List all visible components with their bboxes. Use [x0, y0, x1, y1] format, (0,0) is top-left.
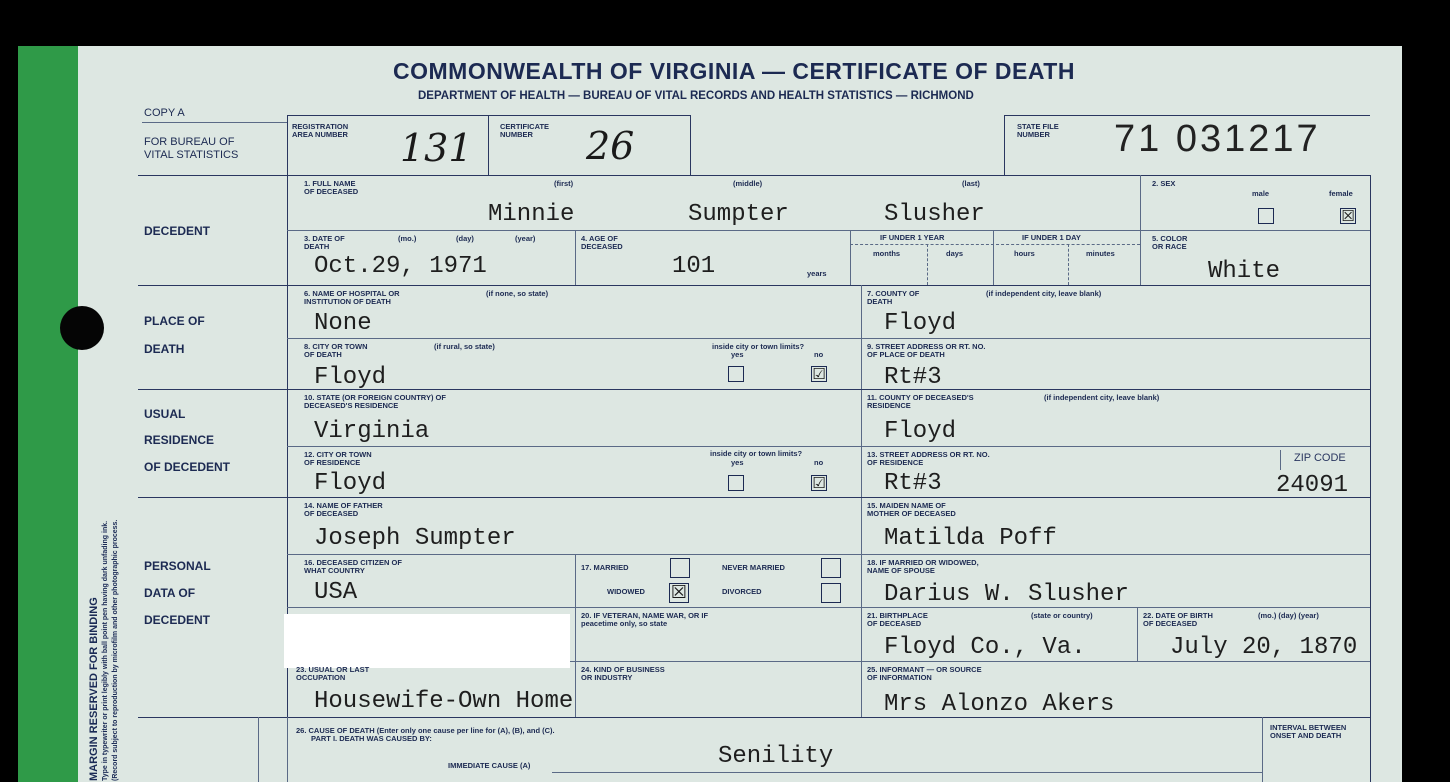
f20-label: 20. IF VETERAN, NAME WAR, OR IF — [581, 611, 709, 620]
state-file-number: 71 031217 — [1114, 118, 1321, 160]
death-inside-no-checkbox[interactable]: ☑ — [812, 365, 826, 383]
binder-hole — [60, 306, 104, 350]
f24-label-2: OR INDUSTRY — [581, 673, 633, 682]
interval-label-2: ONSET AND DEATH — [1270, 731, 1342, 740]
f14-label: 14. NAME OF FATHER — [304, 501, 383, 510]
f22-label: 22. DATE OF BIRTH — [1143, 611, 1213, 620]
f23-label-2: OCCUPATION — [296, 673, 346, 682]
citizenship: USA — [314, 579, 358, 606]
death-inside-yes-checkbox[interactable] — [728, 366, 744, 382]
section-usual-2: RESIDENCE — [144, 433, 215, 447]
f12-yes: yes — [731, 458, 744, 467]
date-of-birth: July 20, 1870 — [1170, 634, 1358, 661]
reg-label-2: AREA NUMBER — [292, 130, 348, 139]
race: White — [1208, 258, 1281, 285]
f7-note: (if independent city, leave blank) — [986, 289, 1102, 298]
f10-label-2: DECEASED'S RESIDENCE — [304, 401, 399, 410]
date-of-death: Oct.29, 1971 — [314, 253, 487, 280]
f23-label: 23. USUAL OR LAST — [296, 665, 370, 674]
f8-yes: yes — [731, 350, 744, 359]
never-married-label: NEVER MARRIED — [722, 563, 785, 572]
f8-no: no — [814, 350, 824, 359]
days-label: days — [946, 249, 964, 258]
f5-label-2: OR RACE — [1152, 242, 1187, 251]
certificate-title: COMMONWEALTH OF VIRGINIA — CERTIFICATE OF DEATH — [393, 58, 1075, 84]
copy-for-1: FOR BUREAU OF — [144, 136, 235, 148]
section-personal-1: PERSONAL — [144, 559, 211, 573]
f10-label: 10. STATE (OR FOREIGN COUNTRY) OF — [304, 393, 446, 402]
last-name-label: (last) — [962, 179, 980, 188]
f3-label: 3. DATE OF — [304, 234, 345, 243]
f25-label-2: OF INFORMATION — [867, 673, 932, 682]
section-personal-2: DATA OF — [144, 586, 196, 600]
f6-note: (if none, so state) — [486, 289, 549, 298]
under-year-label: IF UNDER 1 YEAR — [880, 233, 945, 242]
birthplace: Floyd Co., Va. — [884, 634, 1086, 661]
married-checkbox[interactable] — [670, 558, 690, 578]
middle-name-label: (middle) — [733, 179, 763, 188]
section-place-1: PLACE OF — [144, 314, 205, 328]
f26-label-2: PART I. DEATH WAS CAUSED BY: — [311, 734, 432, 743]
f13-label: 13. STREET ADDRESS OR RT. NO. — [867, 450, 990, 459]
never-married-checkbox[interactable] — [821, 558, 841, 578]
registration-number: 131 — [400, 126, 473, 170]
f21-label-2: OF DECEASED — [867, 619, 922, 628]
f7-label-2: DEATH — [867, 297, 893, 306]
residence-street: Rt#3 — [884, 470, 942, 497]
f13-label-2: OF RESIDENCE — [867, 458, 924, 467]
state-file-label-2: NUMBER — [1017, 130, 1050, 139]
f3-year: (year) — [515, 234, 536, 243]
f15-label-2: MOTHER OF DECEASED — [867, 509, 956, 518]
f3-mo: (mo.) — [398, 234, 417, 243]
male-checkbox[interactable] — [1258, 208, 1274, 224]
f22-label-2: OF DECEASED — [1143, 619, 1198, 628]
f18-label: 18. IF MARRIED OR WIDOWED, — [867, 558, 979, 567]
f26-label: 26. CAUSE OF DEATH (Enter only one cause per line for (A), (B), and (C). — [296, 726, 555, 735]
state-file-label: STATE FILE — [1017, 122, 1059, 131]
section-usual-3: OF DECEDENT — [144, 460, 231, 474]
f20-label-2: peacetime only, so state — [581, 619, 668, 628]
residence-state: Virginia — [314, 418, 430, 445]
f25-label: 25. INFORMANT — OR SOURCE — [867, 665, 982, 674]
widowed-label: WIDOWED — [607, 587, 645, 596]
residence-city: Floyd — [314, 470, 387, 497]
death-street: Rt#3 — [884, 364, 942, 391]
f21-label: 21. BIRTHPLACE — [867, 611, 928, 620]
interval-label: INTERVAL BETWEEN — [1270, 723, 1347, 732]
female-checkbox[interactable]: ☒ — [1341, 207, 1355, 225]
f8-label-2: OF DEATH — [304, 350, 342, 359]
mother-maiden-name: Matilda Poff — [884, 525, 1057, 552]
under-day-label: IF UNDER 1 DAY — [1022, 233, 1081, 242]
divorced-label: DIVORCED — [722, 587, 762, 596]
certificate-number: 26 — [586, 124, 635, 168]
sex-label: 2. SEX — [1152, 179, 1176, 188]
widowed-checkbox[interactable]: ☒ — [670, 582, 688, 603]
f7-label: 7. COUNTY OF — [867, 289, 920, 298]
spouse-name: Darius W. Slusher — [884, 581, 1129, 608]
copy-label: COPY A — [144, 107, 185, 119]
f21-note: (state or country) — [1031, 611, 1093, 620]
county-of-death: Floyd — [884, 310, 957, 337]
f11-label-2: RESIDENCE — [867, 401, 911, 410]
copy-for-2: VITAL STATISTICS — [144, 149, 239, 161]
first-name: Minnie — [488, 201, 575, 228]
f16-label: 16. DECEASED CITIZEN OF — [304, 558, 402, 567]
middle-name: Sumpter — [688, 201, 789, 228]
f12-no: no — [814, 458, 824, 467]
redaction-box — [284, 614, 570, 668]
f14-label-2: OF DECEASED — [304, 509, 359, 518]
cert-label: CERTIFICATE — [500, 122, 550, 131]
reg-label: REGISTRATION — [292, 122, 349, 131]
f22-note: (mo.) (day) (year) — [1258, 611, 1319, 620]
married-label: 17. MARRIED — [581, 563, 629, 572]
father-name: Joseph Sumpter — [314, 525, 516, 552]
f4-label-2: DECEASED — [581, 242, 623, 251]
binding-strip — [18, 46, 78, 782]
f11-note: (if independent city, leave blank) — [1044, 393, 1160, 402]
section-personal-3: DECEDENT — [144, 613, 211, 627]
f6-label-2: INSTITUTION OF DEATH — [304, 297, 391, 306]
immediate-cause: Senility — [718, 743, 834, 770]
immediate-cause-label: IMMEDIATE CAUSE (A) — [448, 761, 531, 770]
margin-binding-text: MARGIN RESERVED FOR BINDING — [88, 597, 100, 781]
f3-day: (day) — [456, 234, 474, 243]
f12-label: 12. CITY OR TOWN — [304, 450, 372, 459]
f11-label: 11. COUNTY OF DECEASED'S — [867, 393, 974, 402]
f12-label-2: OF RESIDENCE — [304, 458, 361, 467]
f18-label-2: NAME OF SPOUSE — [867, 566, 935, 575]
f15-label: 15. MAIDEN NAME OF — [867, 501, 946, 510]
divorced-checkbox[interactable] — [821, 583, 841, 603]
informant: Mrs Alonzo Akers — [884, 691, 1115, 718]
section-decedent: DECEDENT — [144, 224, 211, 238]
female-label: female — [1329, 189, 1353, 198]
months-label: months — [873, 249, 901, 258]
f9-label: 9. STREET ADDRESS OR RT. NO. — [867, 342, 986, 351]
f5-label: 5. COLOR — [1152, 234, 1188, 243]
hospital: None — [314, 310, 372, 337]
margin-instruction-2: (Record subject to reproduction by microfilm and other photographic process. — [112, 519, 119, 781]
section-place-2: DEATH — [144, 342, 185, 356]
minutes-label: minutes — [1086, 249, 1115, 258]
certificate-subtitle: DEPARTMENT OF HEALTH — BUREAU OF VITAL RECORDS AND HEALTH STATISTICS — RICHMOND — [418, 90, 974, 102]
f8-limits: inside city or town limits? — [712, 342, 805, 351]
last-name: Slusher — [884, 201, 985, 228]
zip-label: ZIP CODE — [1294, 452, 1346, 464]
occupation: Housewife-Own Home — [314, 688, 574, 715]
age-unit: years — [807, 269, 827, 278]
res-inside-no-checkbox[interactable]: ☑ — [812, 474, 826, 492]
section-usual-1: USUAL — [144, 407, 186, 421]
f3-label-2: DEATH — [304, 242, 330, 251]
cert-label-2: NUMBER — [500, 130, 533, 139]
f4-label: 4. AGE OF — [581, 234, 618, 243]
f12-limits: inside city or town limits? — [710, 449, 803, 458]
f1-label: 1. FULL NAME — [304, 179, 356, 188]
f8-label: 8. CITY OR TOWN — [304, 342, 368, 351]
margin-instruction-1: Type in typewriter or print legibly with ball point pen having dark unfading ink. — [102, 520, 109, 781]
hours-label: hours — [1014, 249, 1035, 258]
f6-label: 6. NAME OF HOSPITAL OR — [304, 289, 400, 298]
zip-code: 24091 — [1276, 472, 1349, 499]
f9-label-2: OF PLACE OF DEATH — [867, 350, 945, 359]
male-label: male — [1252, 189, 1270, 198]
first-name-label: (first) — [554, 179, 574, 188]
f16-label-2: WHAT COUNTRY — [304, 566, 365, 575]
f8-note: (if rural, so state) — [434, 342, 495, 351]
age: 101 — [672, 253, 716, 280]
death-certificate — [18, 46, 1402, 782]
f1-label-2: OF DECEASED — [304, 187, 359, 196]
residence-county: Floyd — [884, 418, 957, 445]
city-of-death: Floyd — [314, 364, 387, 391]
f24-label: 24. KIND OF BUSINESS — [581, 665, 665, 674]
res-inside-yes-checkbox[interactable] — [728, 475, 744, 491]
